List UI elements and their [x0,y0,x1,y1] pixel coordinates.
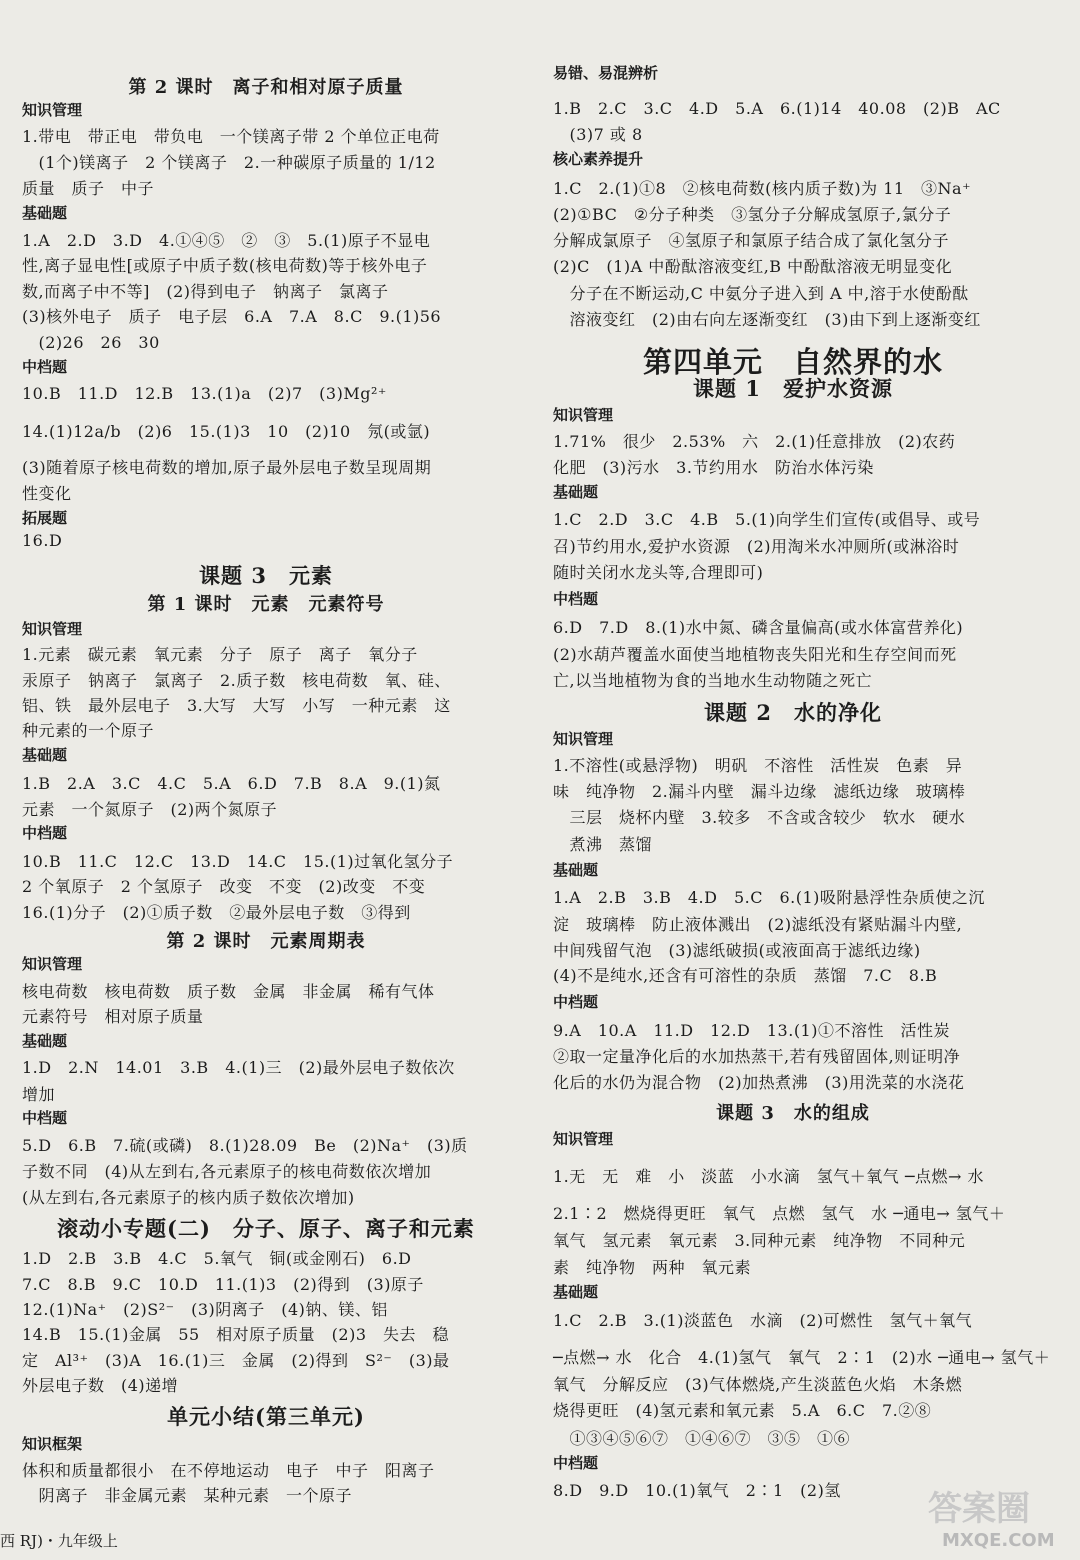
right-line-37: 化后的水仍为混合物 (2)加热煮沸 (3)用洗菜的水浇花 [553,1073,965,1092]
right-line-31: 淀 玻璃棒 防止液体溅出 (2)滤纸没有紧贴漏斗内壁, [553,915,963,934]
left-line-34: 核电荷数 核电荷数 质子数 金属 非金属 稀有气体 [22,982,435,1001]
left-line-29: 10.B 11.C 12.C 13.D 14.C 15.(1)过氧化氢分子 [22,852,454,871]
left-section-5: 基础题 [22,204,68,222]
right-section-19: 中档题 [553,590,599,608]
watermark-text: 答案圈 [928,1489,1030,1529]
right-line-20: 6.D 7.D 8.(1)水中氮、磷含量偏高(或水体富营养化) [553,618,964,637]
right-line-13: 1.71% 很少 2.53% 六 2.(1)任意排放 (2)农药 [553,432,956,451]
right-line-2: (3)7 或 8 [553,125,643,144]
right-section-3: 核心素养提升 [553,150,644,168]
right-line-8: 分子在不断运动,C 中氨分子进入到 A 中,溶于水使酚酞 [553,284,969,303]
left-lesson-32: 第 2 课时 元素周期表 [166,931,366,952]
right-line-32: 中间残留气泡 (3)滤纸破损(或液面高于滤纸边缘) [553,941,921,960]
left-line-8: 数,而离子中不等] (2)得到电子 钠离子 氯离子 [22,282,389,301]
right-section-34: 中档题 [553,993,599,1011]
left-section-28: 中档题 [22,824,68,842]
right-section-39: 知识管理 [553,1130,614,1148]
right-line-1: 1.B 2.C 3.C 4.D 5.A 6.(1)14 40.08 (2)B AC [553,99,1001,118]
right-line-43: 素 纯净物 两种 氧元素 [553,1258,752,1277]
right-line-47: 氧气 分解反应 (3)气体燃烧,产生淡蓝色火焰 木条燃 [553,1375,963,1394]
right-line-6: 分解成氯原子 ④氢原子和氯原子结合成了氯化氢分子 [553,231,950,250]
left-line-48: 定 Al³⁺ (3)A 16.(1)三 金属 (2)得到 S²⁻ (3)最 [22,1351,450,1370]
right-section-44: 基础题 [553,1283,599,1301]
right-line-22: 亡,以当地植物为食的当地水生动物随之死亡 [553,671,873,690]
right-line-40: 1.无 无 难 小 淡蓝 小水滴 氢气＋氧气 ─点燃→ 水 [553,1167,984,1186]
right-line-45: 1.C 2.B 3.(1)淡蓝色 水滴 (2)可燃性 氢气＋氧气 [553,1311,973,1330]
right-line-7: (2)C (1)A 中酚酞溶液变红,B 中酚酞溶液无明显变化 [553,257,953,276]
left-line-45: 7.C 8.B 9.C 10.D 11.(1)3 (2)得到 (3)原子 [22,1275,424,1294]
left-line-42: (从左到右,各元素原子的核内质子数依次增加) [22,1188,355,1207]
right-line-25: 1.不溶性(或悬浮物) 明矾 不溶性 活性炭 色素 异 [553,756,963,775]
left-line-26: 1.B 2.A 3.C 4.C 5.A 6.D 7.B 8.A 9.(1)氮 [22,774,441,793]
left-line-3: (1个)镁离子 2 个镁离子 2.一种碳原子质量的 1/12 [22,153,436,172]
left-line-47: 14.B 15.(1)金属 55 相对原子质量 (2)3 失去 稳 [22,1325,450,1344]
left-section-39: 中档题 [22,1109,68,1127]
left-line-44: 1.D 2.B 3.B 4.C 5.氧气 铜(或金刚石) 6.D [22,1249,412,1268]
left-section-33: 知识管理 [22,955,83,973]
right-section-12: 知识管理 [553,406,614,424]
left-line-7: 性,离子显电性[或原子中质子数(核电荷数)等于核外电子 [22,256,428,275]
left-line-10: (2)26 26 30 [22,333,160,352]
right-section-50: 中档题 [553,1454,599,1472]
left-line-15: 性变化 [22,484,72,503]
right-line-41: 2.1∶2 燃烧得更旺 氧气 点燃 氢气 水 ─通电→ 氢气＋ [553,1204,1006,1223]
right-section-24: 知识管理 [553,730,614,748]
left-line-30: 2 个氧原子 2 个氢原子 改变 不变 (2)改变 不变 [22,877,426,896]
right-line-36: ②取一定量净化后的水加热蒸干,若有残留固体,则证明净 [553,1047,961,1066]
left-line-6: 1.A 2.D 3.D 4.①④⑤ ② ③ 5.(1)原子不显电 [22,231,431,250]
right-line-33: (4)不是纯水,还含有可溶性的杂质 蒸馏 7.C 8.B [553,966,938,985]
right-section-29: 基础题 [553,861,599,879]
left-line-13: 14.(1)12a/b (2)6 15.(1)3 10 (2)10 氖(或氩) [22,422,431,441]
left-lesson-19: 第 1 课时 元素 元素符号 [147,594,385,615]
right-line-14: 化肥 (3)污水 3.节约用水 防治水体污染 [553,458,874,477]
right-line-9: 溶液变红 (2)由右向左逐渐变红 (3)由下到上逐渐变红 [553,310,981,329]
left-line-35: 元素符号 相对原子质量 [22,1007,204,1026]
left-lesson-0: 第 2 课时 离子和相对原子质量 [128,77,404,98]
left-line-2: 1.带电 带正电 带负电 一个镁离子带 2 个单位正电荷 [22,127,440,146]
left-line-41: 子数不同 (4)从左到右,各元素原子的核电荷数依次增加 [22,1162,432,1181]
left-section-1: 知识管理 [22,101,83,119]
left-section-20: 知识管理 [22,620,83,638]
right-line-35: 9.A 10.A 11.D 12.D 13.(1)①不溶性 活性炭 [553,1021,950,1040]
left-line-46: 12.(1)Na⁺ (2)S²⁻ (3)阴离子 (4)钠、镁、铝 [22,1300,388,1319]
left-line-38: 增加 [22,1085,56,1104]
watermark-url: MXQE.COM [942,1530,1055,1551]
right-lesson-38: 课题 3 水的组成 [716,1103,870,1124]
left-line-4: 质量 质子 中子 [22,179,155,198]
right-line-5: (2)①BC ②分子种类 ③氢分子分解成氢原子,氯分子 [553,205,952,224]
right-line-21: (2)水葫芦覆盖水面使当地植物丧失阳光和生存空间而死 [553,645,957,664]
left-topic-43: 滚动小专题(二) 分子、原子、离子和元素 [57,1216,475,1241]
left-line-24: 种元素的一个原子 [22,721,155,740]
right-line-46: ─点燃→ 水 化合 4.(1)氢气 氧气 2∶1 (2)水 ─通电→ 氢气＋ [553,1348,1051,1367]
left-line-37: 1.D 2.N 14.01 3.B 4.(1)三 (2)最外层电子数依次 [22,1058,455,1077]
right-line-16: 1.C 2.D 3.C 4.B 5.(1)向学生们宣传(或倡导、或号 [553,510,981,529]
left-line-49: 外层电子数 (4)递增 [22,1376,179,1395]
right-line-48: 烧得更旺 (4)氢元素和氧元素 5.A 6.C 7.②⑧ [553,1401,932,1420]
left-line-23: 铝、铁 最外层电子 3.大写 大写 小写 一种元素 这 [22,696,451,715]
right-line-26: 味 纯净物 2.漏斗内壁 漏斗边缘 滤纸边缘 玻璃棒 [553,782,966,801]
left-topic-18: 课题 3 元素 [199,563,333,588]
left-line-40: 5.D 6.B 7.硫(或磷) 8.(1)28.09 Be (2)Na⁺ (3)质 [22,1136,468,1155]
right-line-42: 氧气 氢元素 氧元素 3.同种元素 纯净物 不同种元 [553,1231,966,1250]
left-section-16: 拓展题 [22,509,68,527]
left-line-21: 1.元素 碳元素 氧元素 分子 原子 离子 氧分子 [22,645,418,664]
right-line-4: 1.C 2.(1)①8 ②核电荷数(核内质子数)为 11 ③Na⁺ [553,179,972,198]
left-section-51: 知识框架 [22,1435,83,1453]
right-topic-11: 课题 1 爱护水资源 [693,376,893,401]
left-line-12: 10.B 11.D 12.B 13.(1)a (2)7 (3)Mg²⁺ [22,384,387,403]
left-line-17: 16.D [22,531,63,550]
left-section-36: 基础题 [22,1032,68,1050]
left-line-52: 体积和质量都很小 在不停地运动 电子 中子 阳离子 [22,1461,435,1480]
page-footer: 西 RJ)・九年级上 [0,1532,118,1550]
left-topic-50: 单元小结(第三单元) [167,1404,365,1429]
right-line-49: ①③④⑤⑥⑦ ①④⑥⑦ ③⑤ ①⑥ [553,1429,851,1448]
right-line-27: 三层 烧杯内壁 3.较多 不含或含较少 软水 硬水 [553,808,966,827]
left-section-11: 中档题 [22,358,68,376]
left-line-53: 阴离子 非金属元素 某种元素 一个原子 [22,1486,353,1505]
left-line-22: 汞原子 钠离子 氯离子 2.质子数 核电荷数 氧、硅、 [22,671,451,690]
right-line-30: 1.A 2.B 3.B 4.D 5.C 6.(1)吸附悬浮性杂质使之沉 [553,888,985,907]
right-section-15: 基础题 [553,483,599,501]
right-line-17: 召)节约用水,爱护水资源 (2)用淘米水冲厕所(或淋浴时 [553,537,960,556]
left-section-25: 基础题 [22,746,68,764]
left-line-14: (3)随着原子核电荷数的增加,原子最外层电子数呈现周期 [22,458,432,477]
watermark-logo [922,1482,1072,1552]
right-line-18: 随时关闭水龙头等,合理即可) [553,563,764,582]
left-line-27: 元素 一个氮原子 (2)两个氮原子 [22,800,278,819]
right-line-28: 煮沸 蒸馏 [553,835,653,854]
right-topic-23: 课题 2 水的净化 [704,700,882,725]
right-line-51: 8.D 9.D 10.(1)氧气 2∶1 (2)氢 [553,1481,841,1500]
left-line-9: (3)核外电子 质子 电子层 6.A 7.A 8.C 9.(1)56 [22,307,442,326]
left-line-31: 16.(1)分子 (2)①质子数 ②最外层电子数 ③得到 [22,903,411,922]
right-main-10: 第四单元 自然界的水 [642,345,943,379]
right-section-0: 易错、易混辨析 [553,64,659,82]
